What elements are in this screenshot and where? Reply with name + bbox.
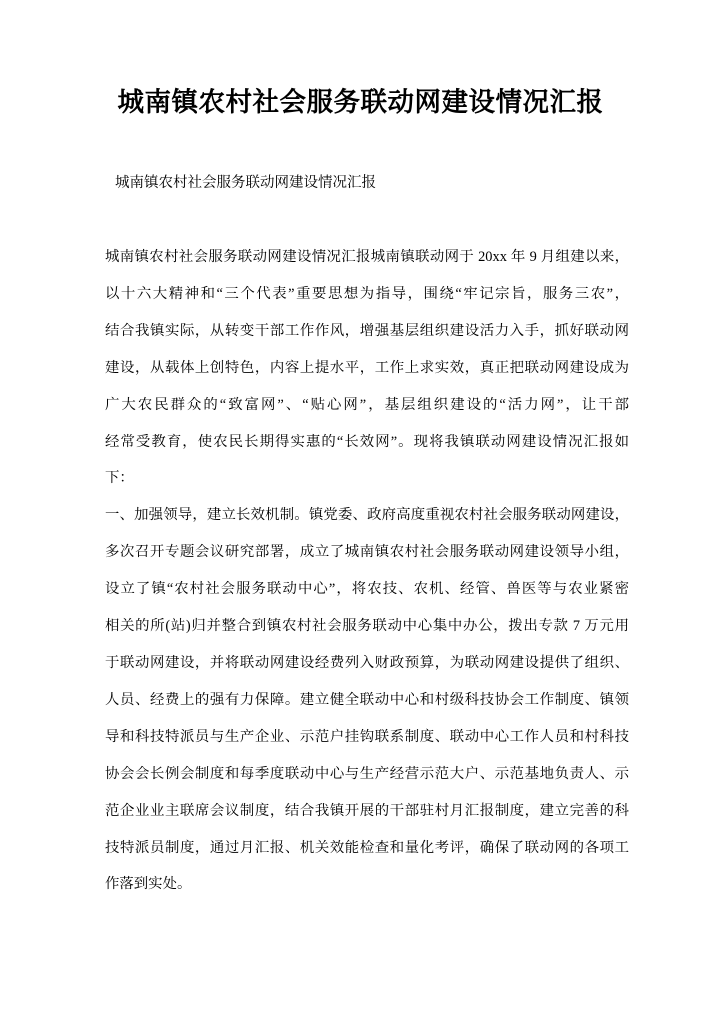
text-line: 导和科技特派员与生产企业、示范户挂钩联系制度、联动中心工作人员和村科技	[105, 728, 629, 745]
text-line: 相关的所(站)归并整合到镇农村社会服务联动中心集中办公，拨出专款 7 万元用	[105, 618, 629, 635]
document-title: 城南镇农村社会服务联动网建设情况汇报	[117, 87, 604, 117]
document-subtitle: 城南镇农村社会服务联动网建设情况汇报	[115, 175, 376, 191]
text-line: 协会会长例会制度和每季度联动中心与生产经营示范大户、示范基地负责人、示	[105, 765, 629, 782]
text-line: 以十六大精神和“三个代表”重要思想为指导，围绕“牢记宗旨，服务三农”，	[105, 285, 629, 302]
text-line: 人员、经费上的强有力保障。建立健全联动中心和村级科技协会工作制度、镇领	[105, 691, 629, 708]
text-line: 设立了镇“农村社会服务联动中心”，将农技、农机、经管、兽医等与农业紧密	[105, 581, 629, 598]
text-line: 于联动网建设，并将联动网建设经费列入财政预算，为联动网建设提供了组织、	[105, 654, 629, 671]
paragraph-intro	[105, 239, 629, 497]
text-line: 经常受教育，使农民长期得实惠的“长效网”。现将我镇联动网建设情况汇报如	[105, 433, 629, 450]
text-line: 技特派员制度，通过月汇报、机关效能检查和量化考评，确保了联动网的各项工	[105, 839, 629, 856]
text-line: 作落到实处。	[105, 876, 192, 893]
text-line: 多次召开专题会议研究部署，成立了城南镇农村社会服务联动网建设领导小组，	[105, 544, 629, 561]
text-line: 结合我镇实际，从转变干部工作作风，增强基层组织建设活力入手，抓好联动网	[105, 322, 629, 339]
text-line: 一、加强领导，建立长效机制。镇党委、政府高度重视农村社会服务联动网建设，	[105, 507, 629, 524]
text-line: 范企业业主联席会议制度，结合我镇开展的干部驻村月汇报制度，建立完善的科	[105, 802, 629, 819]
text-line: 广大农民群众的“致富网”、“贴心网”，基层组织建设的“活力网”，让干部	[105, 396, 629, 413]
text-line: 城南镇农村社会服务联动网建设情况汇报城南镇联动网于 20xx 年 9 月组建以来，	[105, 249, 629, 265]
document-body	[105, 239, 629, 903]
text-line: 建设，从载体上创特色，内容上提水平，工作上求实效，真正把联动网建设成为	[105, 359, 629, 376]
paragraph-section-1	[105, 497, 629, 903]
text-line: 下：	[105, 470, 134, 487]
